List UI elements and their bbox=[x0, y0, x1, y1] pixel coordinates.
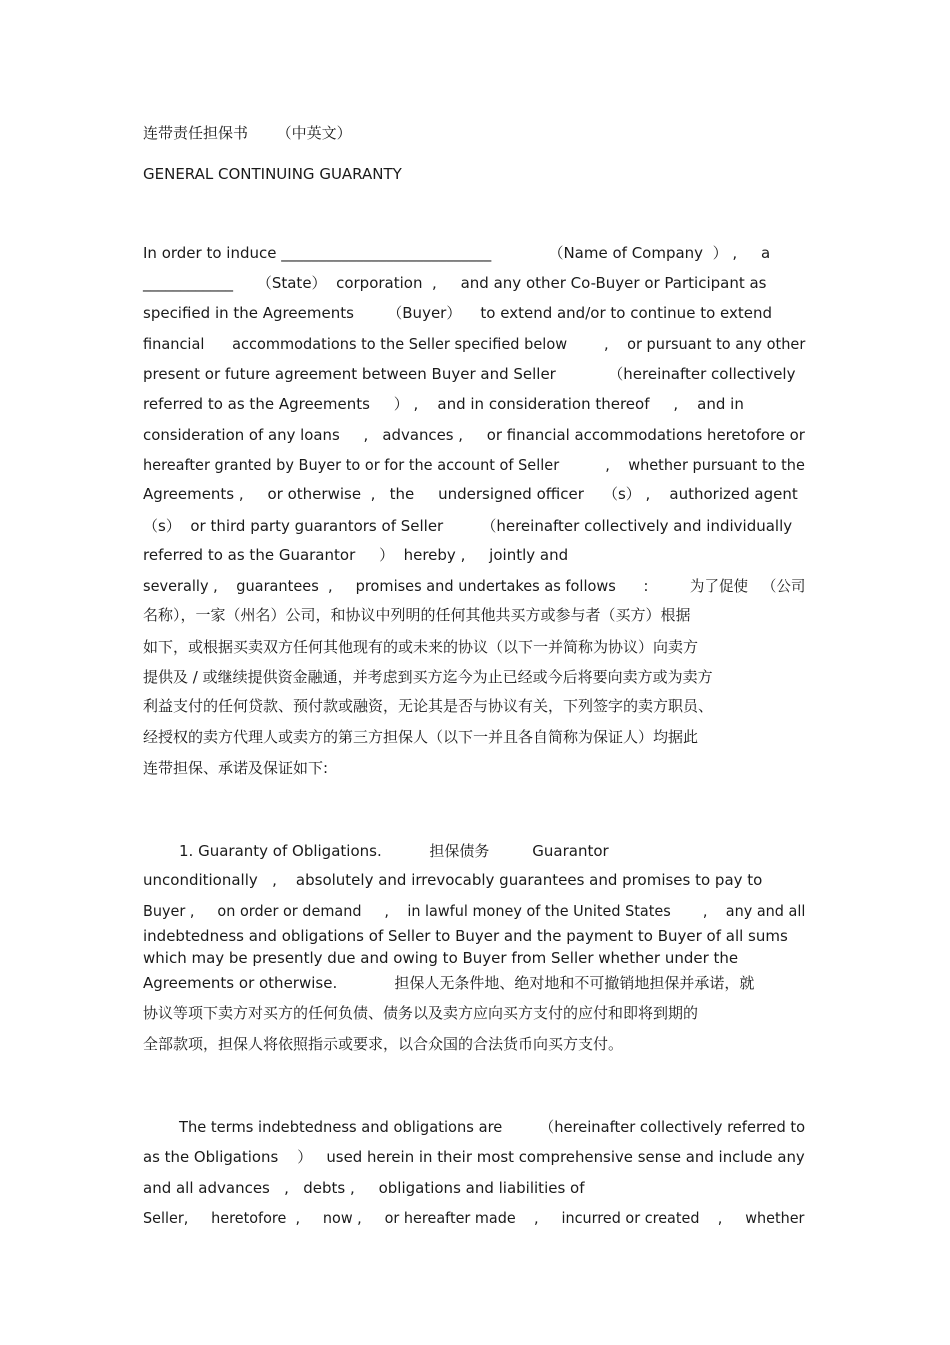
body-line-cn: 如下，或根据买卖双方任何其他现有的或未来的协议（以下一并简称为协议）向卖方 bbox=[143, 638, 699, 656]
body-line: consideration of any loans , advances , or financial accommodations heretofore or bbox=[143, 426, 805, 444]
body-line-cn: 提供及 / 或继续提供资金融通，并考虑到买方迄今为止已经或今后将要向卖方或为卖方 bbox=[143, 668, 713, 686]
body-line: referred to as the Agreements ） , and in consideration thereof , and in bbox=[143, 395, 744, 413]
body-line: ____________ （State） corporation , and any other Co-Buyer or Participant as bbox=[143, 274, 767, 292]
body-line-cn: 全部款项，担保人将依照指示或要求，以合众国的合法货币向买方支付。 bbox=[143, 1035, 624, 1053]
body-line: （s） or third party guarantors of Seller （hereinafter collectively and individually bbox=[143, 517, 793, 535]
body-line: unconditionally , absolutely and irrevocably guarantees and promises to pay to bbox=[143, 871, 763, 889]
body-line-cn: 连带担保、承诺及保证如下: bbox=[143, 759, 329, 777]
body-line: Agreements or otherwise. 担保人无条件地、绝对地和不可撤销地担保并承诺，就 bbox=[143, 974, 755, 992]
body-line: as the Obligations ） used herein in their most comprehensive sense and include any bbox=[143, 1148, 805, 1166]
body-line: indebtedness and obligations of Seller to Buyer and the payment to Buyer of all sums bbox=[143, 927, 788, 945]
body-line: which may be presently due and owing to Buyer from Seller whether under the bbox=[143, 949, 739, 967]
body-line: Seller, heretofore , now , or hereafter made , incurred or created , whether bbox=[143, 1209, 805, 1227]
body-line: present or future agreement between Buyer and Seller （hereinafter collectively bbox=[143, 365, 796, 383]
body-line-cn: 协议等项下卖方对买方的任何负债、债务以及卖方应向买方支付的应付和即将到期的 bbox=[143, 1004, 699, 1022]
body-line: Agreements , or otherwise , the undersigned officer （s） , authorized agent bbox=[143, 485, 798, 503]
body-line: specified in the Agreements （Buyer） to extend and/or to continue to extend bbox=[143, 304, 772, 322]
body-line-cn: 利益支付的任何贷款、预付款或融资，无论其是否与协议有关，下列签字的卖方职员、 bbox=[143, 697, 714, 715]
document-title-cn: 连带责任担保书 （中英文） bbox=[143, 124, 352, 142]
body-line: severally , guarantees , promises and undertakes as follows : 为了促使 （公司 bbox=[143, 577, 806, 595]
body-line: financial accommodations to the Seller specified below , or pursuant to any other bbox=[143, 335, 806, 353]
body-line: The terms indebtedness and obligations are （hereinafter collectively referred to bbox=[179, 1118, 806, 1136]
body-line-cn: 名称），一家（州名）公司，和协议中列明的任何其他共买方或参与者（买方）根据 bbox=[143, 606, 691, 624]
body-line: hereafter granted by Buyer to or for the account of Seller , whether pursuant to the bbox=[143, 456, 805, 474]
body-line-cn: 经授权的卖方代理人或卖方的第三方担保人（以下一并且各自简称为保证人）均据此 bbox=[143, 728, 699, 746]
body-line: referred to as the Guarantor ） hereby , jointly and bbox=[143, 546, 569, 564]
body-line: Buyer , on order or demand , in lawful money of the United States , any and all bbox=[143, 902, 806, 920]
document-title-en: GENERAL CONTINUING GUARANTY bbox=[143, 165, 402, 183]
body-line: and all advances , debts , obligations and liabilities of bbox=[143, 1179, 585, 1197]
section-heading-guaranty-of-obligations: 1. Guaranty of Obligations. 担保债务 Guarantor bbox=[179, 842, 609, 860]
body-line: In order to induce ____________________________ （Name of Company ） , a bbox=[143, 244, 771, 262]
